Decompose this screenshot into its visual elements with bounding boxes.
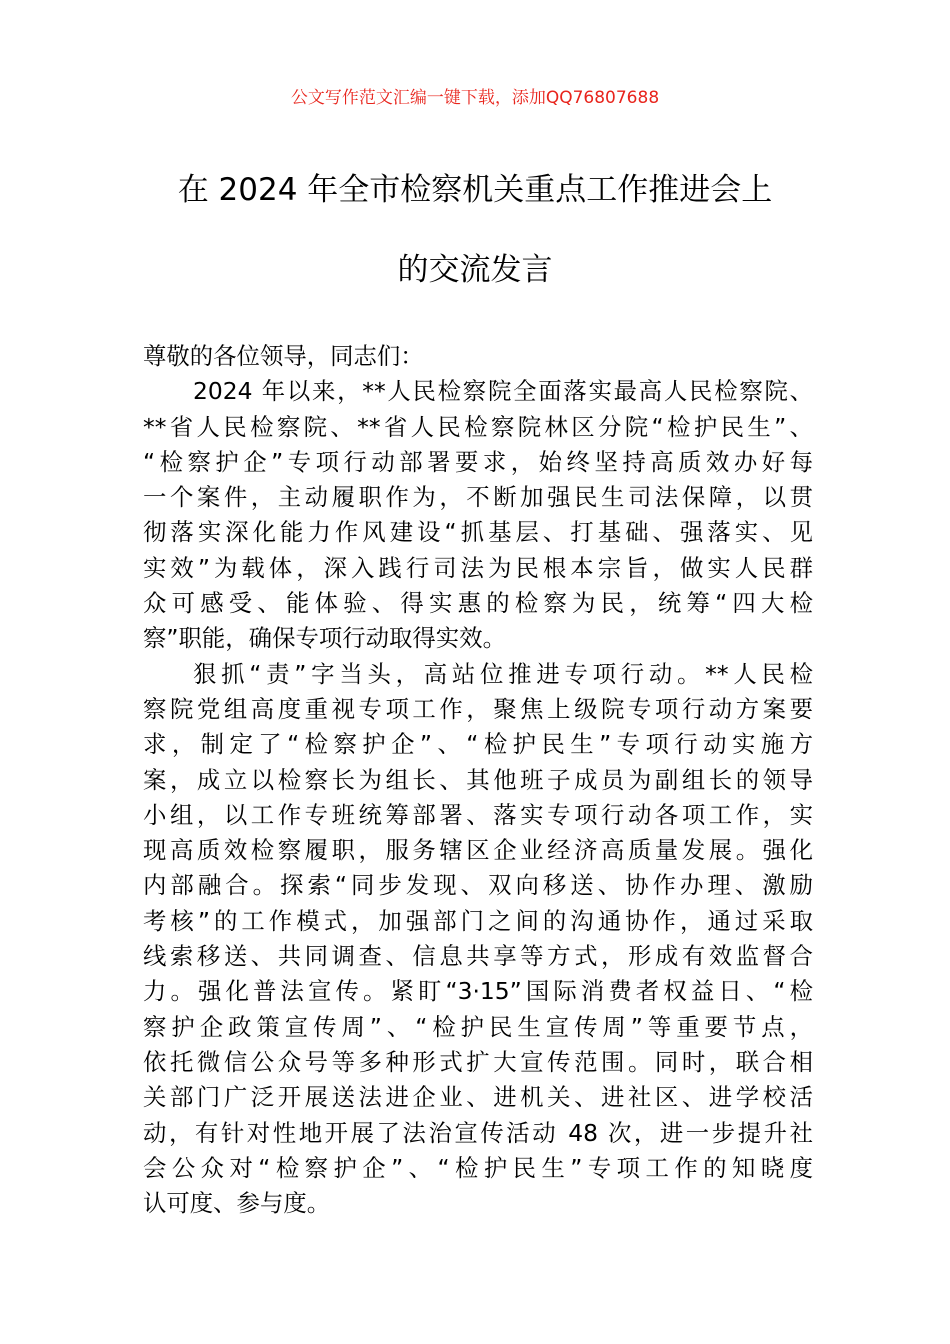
- body-line: 2024 年以来，**人民检察院全面落实最高人民检察院、: [193, 377, 813, 406]
- body-line: 认可度、参与度。: [143, 1189, 331, 1218]
- body-line: 线索移送、共同调查、信息共享等方式，形成有效监督合: [143, 942, 813, 971]
- body-line: 力。强化普法宣传。紧盯“3·15”国际消费者权益日、“检: [143, 977, 813, 1006]
- body-line: 求，制定了“检察护企”、“检护民生”专项行动实施方: [143, 730, 813, 759]
- body-line: 彻落实深化能力作风建设“抓基层、打基础、强落实、见: [143, 518, 813, 547]
- body-line: 现高质效检察履职，服务辖区企业经济高质量发展。强化: [143, 836, 813, 865]
- body-line: **省人民检察院、**省人民检察院林区分院“检护民生”、: [143, 412, 813, 441]
- document-body: [143, 339, 813, 1221]
- salutation: 尊敬的各位领导，同志们：: [143, 342, 424, 370]
- body-line: 内部融合。探索“同步发现、双向移送、协作办理、激励: [143, 871, 813, 900]
- body-line: 依托微信公众号等多种形式扩大宣传范围。同时，联合相: [143, 1047, 813, 1076]
- body-line: 狠抓“责”字当头，高站位推进专项行动。**人民检: [193, 659, 813, 688]
- body-line: 察院党组高度重视专项工作，聚焦上级院专项行动方案要: [143, 694, 813, 723]
- download-banner: 公文写作范文汇编一键下载，添加QQ76807688: [290, 88, 660, 108]
- document-title: [120, 150, 830, 310]
- body-line: 实效”为载体，深入践行司法为民根本宗旨，做实人民群: [143, 553, 813, 582]
- body-line: 案，成立以检察长为组长、其他班子成员为副组长的领导: [143, 765, 813, 794]
- body-line: 察”职能，确保专项行动取得实效。: [143, 624, 506, 653]
- body-line: 考核”的工作模式，加强部门之间的沟通协作，通过采取: [143, 906, 813, 935]
- body-line: 一个案件，主动履职作为，不断加强民生司法保障，以贯: [143, 483, 813, 512]
- body-line: 会公众对“检察护企”、“检护民生”专项工作的知晓度: [143, 1153, 813, 1182]
- title-line: 在 2024 年全市检察机关重点工作推进会上: [177, 172, 773, 208]
- body-line: “检察护企”专项行动部署要求，始终坚持高质效办好每: [143, 447, 813, 476]
- body-line: 小组，以工作专班统筹部署、落实专项行动各项工作，实: [143, 800, 813, 829]
- body-line: 众可感受、能体验、得实惠的检察为民，统筹“四大检: [143, 589, 813, 618]
- body-line: 察护企政策宣传周”、“检护民生宣传周”等重要节点，: [143, 1012, 813, 1041]
- body-line: 动，有针对性地开展了法治宣传活动 48 次，进一步提升社: [143, 1118, 813, 1147]
- body-line: 关部门广泛开展送法进企业、进机关、进社区、进学校活: [143, 1083, 813, 1112]
- title-line: 的交流发言: [397, 252, 553, 288]
